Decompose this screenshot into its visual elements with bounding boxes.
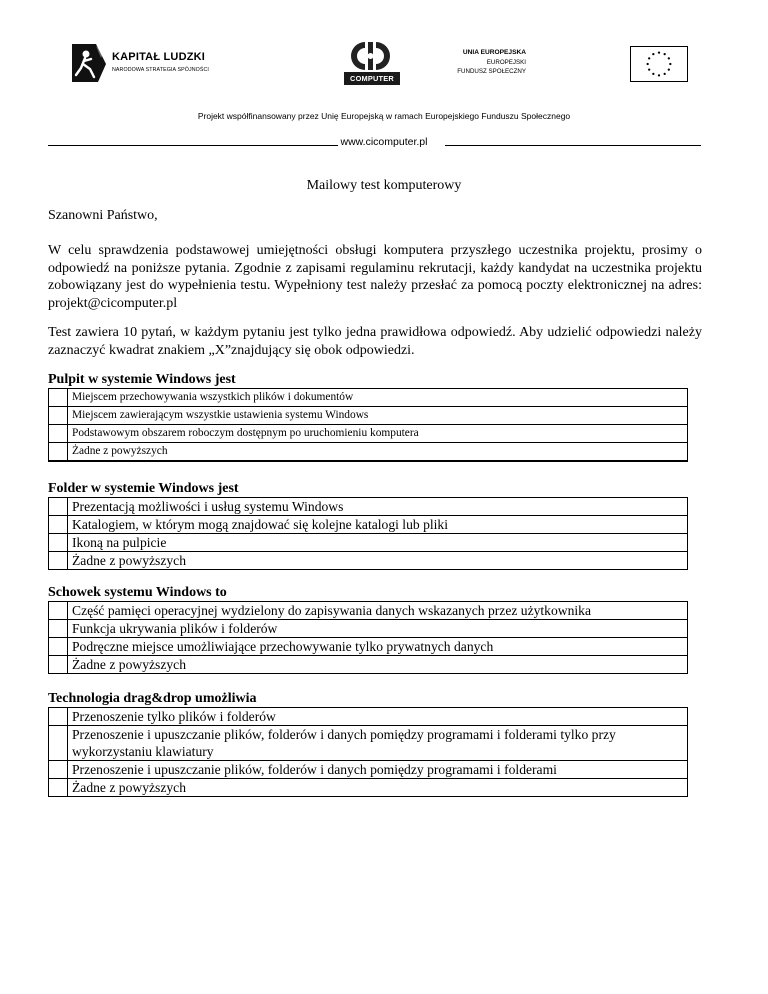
answer-table xyxy=(48,388,688,462)
answer-text: Funkcja ukrywania plików i folderów xyxy=(68,620,688,638)
question-1 xyxy=(48,372,688,462)
answer-checkbox[interactable] xyxy=(49,761,68,779)
question-text: Technologia drag&drop umożliwia xyxy=(48,691,257,706)
answer-table xyxy=(48,601,688,674)
answer-checkbox[interactable] xyxy=(49,425,68,443)
eu-text xyxy=(436,48,526,77)
answer-text: Żadne z powyższych xyxy=(68,552,688,570)
answer-row xyxy=(49,602,688,620)
document-title: Mailowy test komputerowy xyxy=(306,178,462,193)
answer-checkbox[interactable] xyxy=(49,534,68,552)
answer-row xyxy=(49,443,688,462)
answer-row xyxy=(49,620,688,638)
answer-row xyxy=(49,516,688,534)
answer-text: Żadne z powyższych xyxy=(68,779,688,797)
answer-text: Przenoszenie tylko plików i folderów xyxy=(68,708,688,726)
question-text: Folder w systemie Windows jest xyxy=(48,481,239,496)
answer-row xyxy=(49,726,688,761)
intro-paragraph: W celu sprawdzenia podstawowej umiejętności obsługi komputera przyszłego uczestnika projektu, prosimy o odpowiedź na poniższe pytania. Zgodnie z zapisami regulaminu rekrutacji, każdy kandydat na uczestnika projektu zobowiązany jest do wypełnienia testu. Wypełniony test należy przesłać za pomocą poczty elektronicznej na adres: projekt@cicomputer.pl xyxy=(48,243,702,311)
greeting: Szanowni Państwo, xyxy=(48,208,158,223)
eu-line-2: EUROPEJSKI xyxy=(486,58,526,66)
answer-checkbox[interactable] xyxy=(49,708,68,726)
question-3 xyxy=(48,585,688,674)
answer-checkbox[interactable] xyxy=(49,498,68,516)
answer-checkbox[interactable] xyxy=(49,779,68,797)
answer-row xyxy=(49,708,688,726)
answer-text: Przenoszenie i upuszczanie plików, folderów i danych pomiędzy programami i folderami xyxy=(68,761,688,779)
answer-checkbox[interactable] xyxy=(49,656,68,674)
kapital-ludzki-title: KAPITAŁ LUDZKI xyxy=(112,51,206,63)
answer-row xyxy=(49,389,688,407)
answer-checkbox[interactable] xyxy=(49,620,68,638)
answer-row xyxy=(49,407,688,425)
document-header xyxy=(0,0,768,160)
instructions-paragraph: Test zawiera 10 pytań, w każdym pytaniu jest tylko jedna prawidłowa odpowiedź. Aby udzielić odpowiedzi należy zaznaczyć kwadrat znakiem „X”znajdujący się obok odpowiedzi. xyxy=(48,325,702,358)
answer-row xyxy=(49,656,688,674)
answer-text: Ikoną na pulpicie xyxy=(68,534,688,552)
answer-checkbox[interactable] xyxy=(49,602,68,620)
answer-row xyxy=(49,779,688,797)
answer-checkbox[interactable] xyxy=(49,638,68,656)
answer-text: Przenoszenie i upuszczanie plików, folderów i danych pomiędzy programami i folderami tylko przy wykorzystaniu klawiatury xyxy=(68,726,688,761)
answer-checkbox[interactable] xyxy=(49,389,68,407)
answer-text: Żadne z powyższych xyxy=(68,443,688,462)
answer-row xyxy=(49,761,688,779)
answer-row xyxy=(49,638,688,656)
question-text: Pulpit w systemie Windows jest xyxy=(48,372,236,387)
answer-checkbox[interactable] xyxy=(49,516,68,534)
answer-checkbox[interactable] xyxy=(49,552,68,570)
ci-computer-badge: COMPUTER xyxy=(344,72,400,85)
answer-checkbox[interactable] xyxy=(49,443,68,462)
ci-computer-mark-icon xyxy=(349,40,395,72)
answer-text: Miejscem przechowywania wszystkich plików i dokumentów xyxy=(68,389,688,407)
header-rule-right xyxy=(445,145,701,146)
answer-row xyxy=(49,498,688,516)
answer-text: Część pamięci operacyjnej wydzielony do zapisywania danych wskazanych przez użytkownika xyxy=(68,602,688,620)
question-2 xyxy=(48,481,688,570)
answer-text: Podręczne miejsce umożliwiające przechowywanie tylko prywatnych danych xyxy=(68,638,688,656)
answer-row xyxy=(49,552,688,570)
question-4 xyxy=(48,691,688,797)
answer-table xyxy=(48,707,688,797)
answer-text: Prezentacją możliwości i usług systemu Windows xyxy=(68,498,688,516)
question-text: Schowek systemu Windows to xyxy=(48,585,227,600)
website-link[interactable]: www.cicomputer.pl xyxy=(340,136,428,148)
kapital-ludzki-logo xyxy=(68,42,218,84)
project-cofinancing-note: Projekt współfinansowany przez Unię Europejską w ramach Europejskiego Funduszu Społecznego xyxy=(197,111,571,121)
answer-table xyxy=(48,497,688,570)
eu-line-1: UNIA EUROPEJSKA xyxy=(462,49,526,56)
answer-checkbox[interactable] xyxy=(49,726,68,761)
eu-flag-icon xyxy=(630,46,688,82)
answer-text: Katalogiem, w którym mogą znajdować się kolejne katalogi lub pliki xyxy=(68,516,688,534)
kapital-ludzki-figure-icon xyxy=(68,42,110,84)
answer-row xyxy=(49,425,688,443)
answer-row xyxy=(49,534,688,552)
ci-computer-logo xyxy=(344,40,400,88)
answer-text: Miejscem zawierającym wszystkie ustawienia systemu Windows xyxy=(68,407,688,425)
answer-checkbox[interactable] xyxy=(49,407,68,425)
answer-text: Podstawowym obszarem roboczym dostępnym po uruchomieniu komputera xyxy=(68,425,688,443)
eu-line-3: FUNDUSZ SPOŁECZNY xyxy=(457,68,526,75)
answer-text: Żadne z powyższych xyxy=(68,656,688,674)
kapital-ludzki-subtitle: NARODOWA STRATEGIA SPÓJNOŚCI xyxy=(112,67,209,73)
